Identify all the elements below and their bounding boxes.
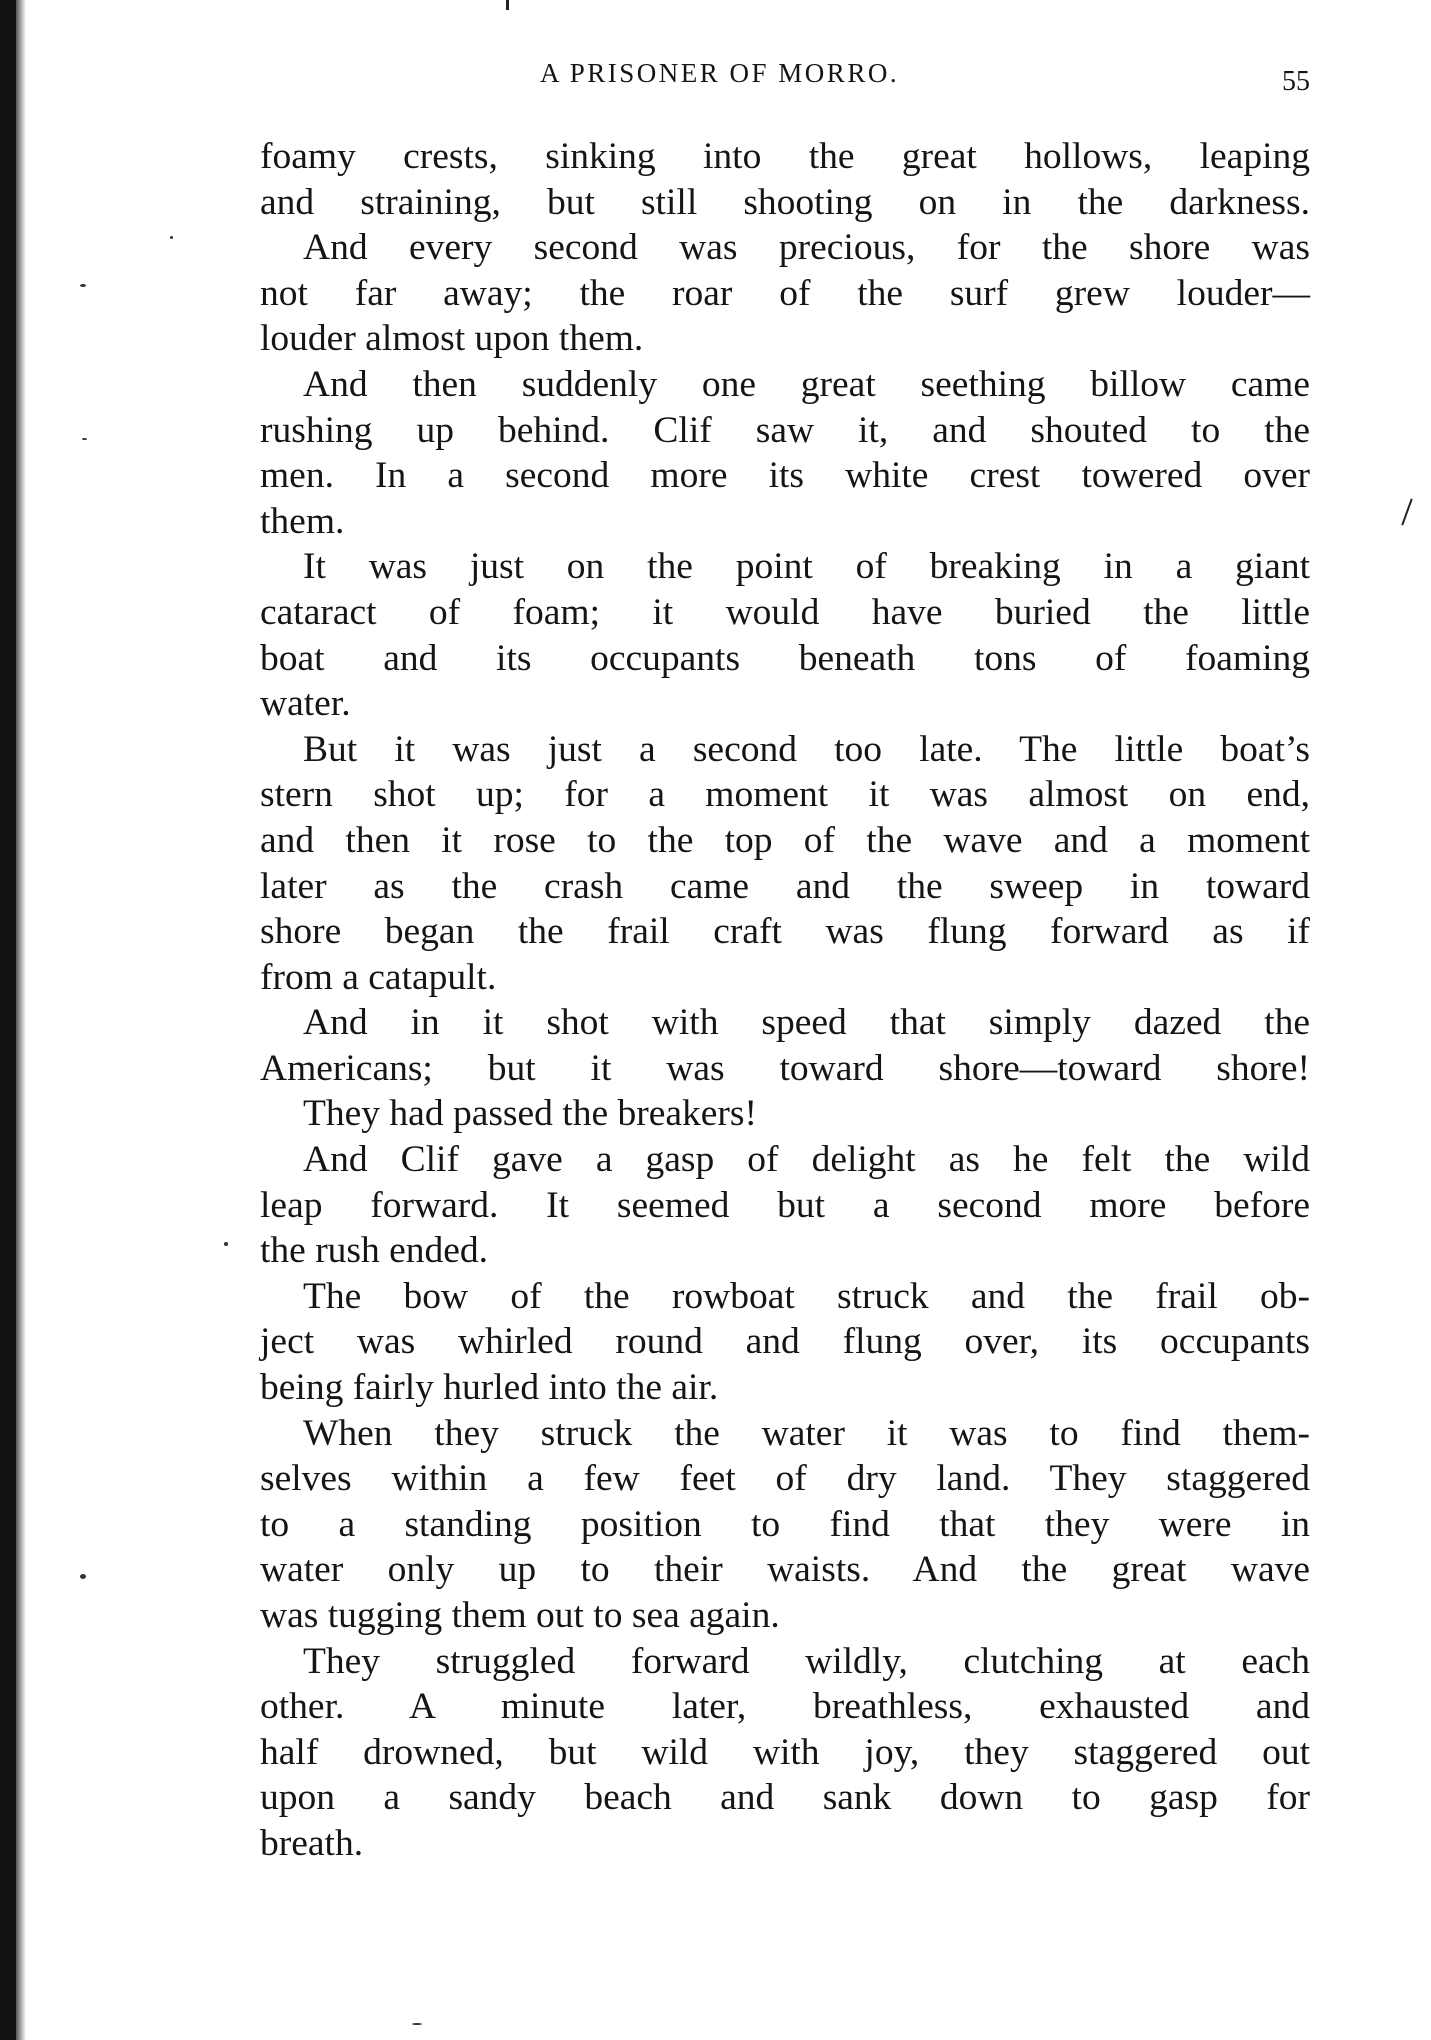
text-line: It was just on the point of breaking in a giant: [303, 546, 1310, 588]
text-line: being fairly hurled into the air.: [260, 1367, 719, 1409]
text-line: They had passed the breakers!: [303, 1093, 757, 1135]
text-line: water only up to their waists. And the great wave: [260, 1549, 1310, 1591]
binding-shadow: [16, 0, 26, 2040]
text-line: stern shot up; for a moment it was almost on end,: [260, 774, 1310, 816]
text-line: Americans; but it was toward shore—toward shore!: [260, 1047, 1310, 1089]
text-line: and straining, but still shooting on in the darkness.: [260, 181, 1310, 223]
text-line: from a catapult.: [260, 956, 497, 998]
running-title: A PRISONER OF MORRO.: [540, 58, 900, 88]
running-head: [260, 58, 1310, 98]
scan-speck: [412, 2023, 422, 2025]
text-line: later as the crash came and the sweep in toward: [260, 865, 1310, 907]
text-line: ject was whirled round and flung over, its occupants: [260, 1321, 1310, 1363]
text-line: selves within a few feet of dry land. They staggered: [260, 1458, 1310, 1500]
scan-speck: [224, 1242, 228, 1246]
text-line: And in it shot with speed that simply dazed the: [303, 1002, 1310, 1044]
text-line: half drowned, but wild with joy, they staggered out: [260, 1731, 1310, 1773]
text-line: upon a sandy beach and sank down to gasp for: [260, 1777, 1310, 1819]
page-number: 55: [1282, 66, 1310, 97]
text-line: But it was just a second too late. The little boat’s: [303, 728, 1310, 770]
text-line: men. In a second more its white crest towered over: [260, 455, 1310, 497]
page-binding-edge: [0, 0, 16, 2040]
text-line: shore began the frail craft was flung forward as if: [260, 911, 1310, 953]
scan-speck: [80, 1574, 86, 1579]
text-line: cataract of foam; it would have buried the little: [260, 591, 1310, 633]
scan-speck: [82, 438, 87, 440]
text-line: leap forward. It seemed but a second more before: [260, 1184, 1310, 1226]
scan-speck: [170, 236, 173, 239]
text-line: rushing up behind. Clif saw it, and shouted to the: [260, 409, 1310, 451]
text-line: other. A minute later, breathless, exhausted and: [260, 1686, 1310, 1728]
margin-mark: [1401, 499, 1412, 526]
text-line: The bow of the rowboat struck and the frail ob-: [303, 1275, 1310, 1317]
text-line: them.: [260, 500, 345, 542]
scan-mark: [506, 0, 509, 10]
text-line: And then suddenly one great seething billow came: [303, 363, 1310, 405]
text-line: to a standing position to find that they were in: [260, 1503, 1310, 1545]
text-line: louder almost upon them.: [260, 318, 644, 360]
text-line: When they struck the water it was to find them-: [303, 1412, 1310, 1454]
text-line: boat and its occupants beneath tons of foaming: [260, 637, 1310, 679]
text-line: And every second was precious, for the shore was: [303, 227, 1310, 269]
text-line: They struggled forward wildly, clutching at each: [303, 1640, 1310, 1682]
text-line: And Clif gave a gasp of delight as he felt the wild: [303, 1139, 1310, 1181]
text-line: and then it rose to the top of the wave and a moment: [260, 819, 1310, 861]
text-line: not far away; the roar of the surf grew louder—: [260, 272, 1310, 314]
text-line: was tugging them out to sea again.: [260, 1595, 780, 1636]
text-line: water.: [260, 683, 351, 725]
body-text: [260, 134, 1310, 1867]
text-line: foamy crests, sinking into the great hollows, leaping: [260, 136, 1310, 177]
scan-speck: [80, 284, 86, 287]
text-line: breath.: [260, 1822, 364, 1864]
text-line: the rush ended.: [260, 1230, 489, 1272]
